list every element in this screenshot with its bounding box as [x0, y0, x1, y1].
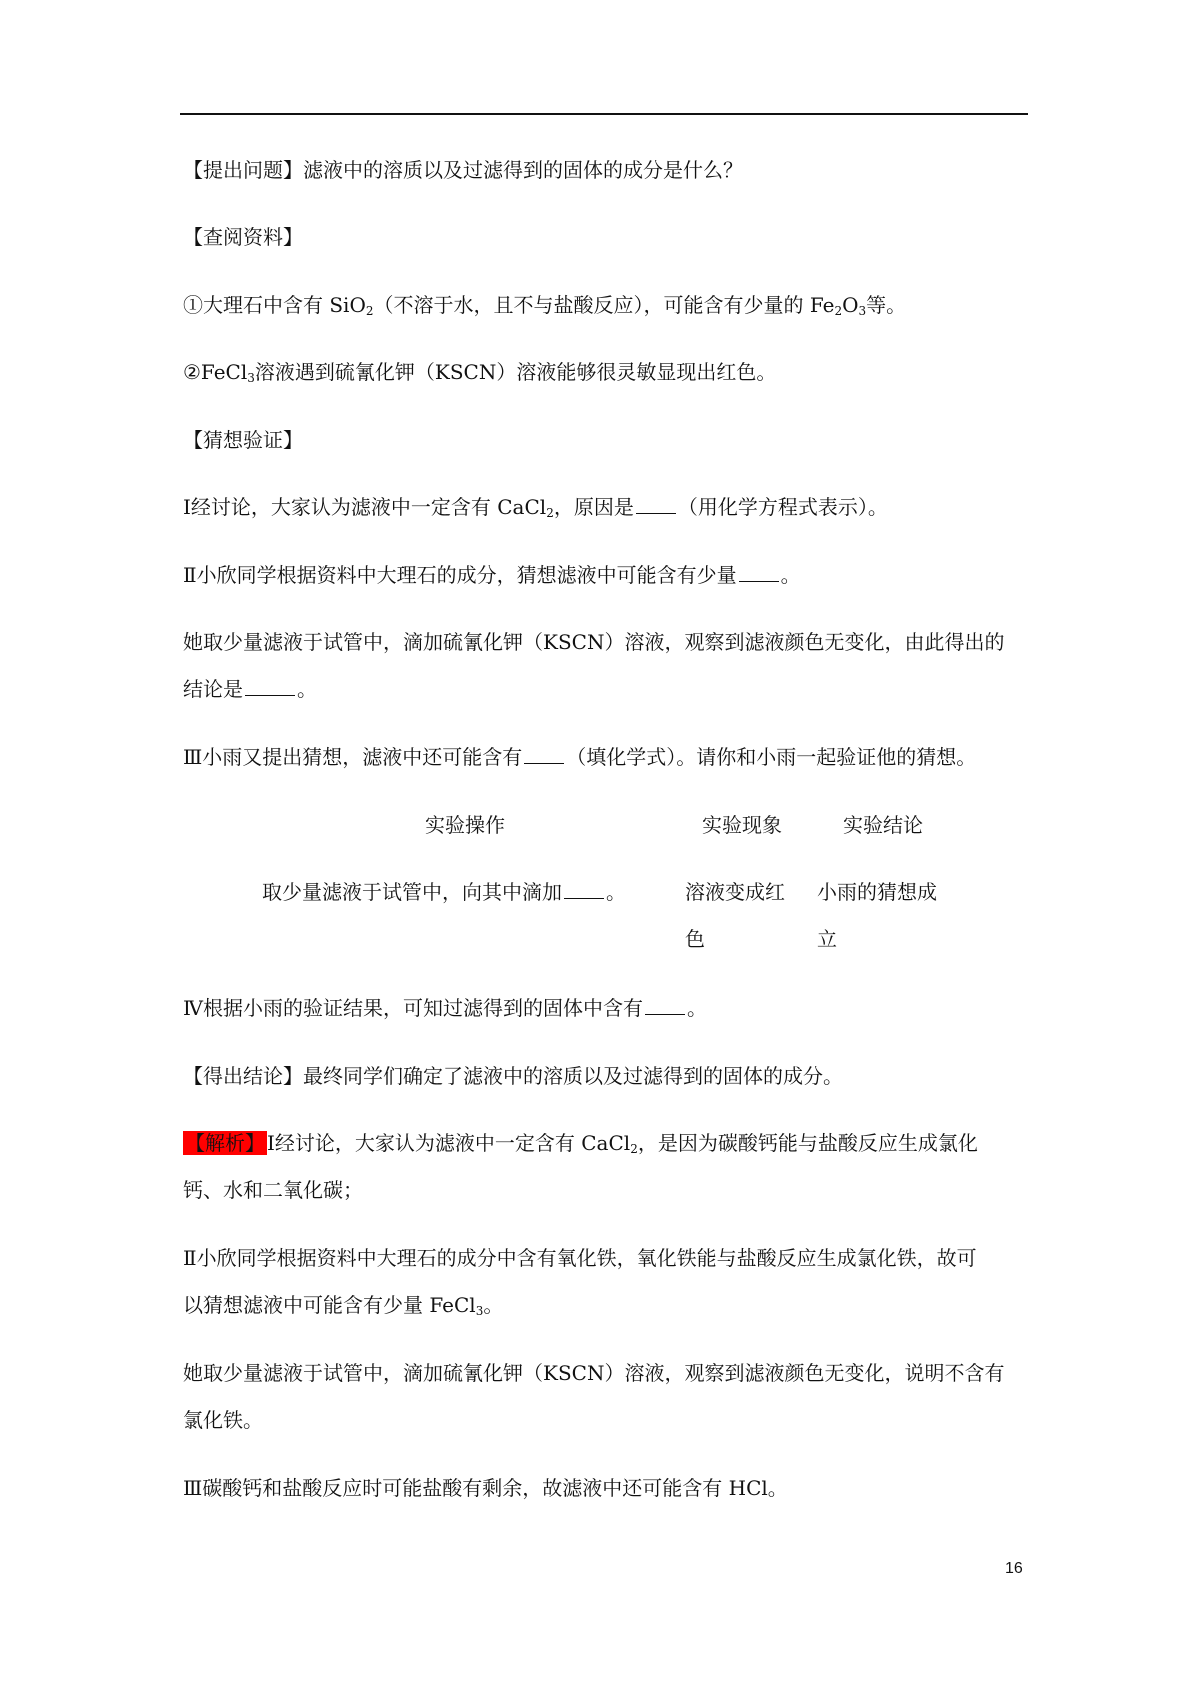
answer-blank[interactable]	[645, 996, 685, 1015]
answer-blank[interactable]	[636, 495, 676, 514]
answer-blank[interactable]	[245, 677, 295, 696]
reference-1: ①大理石中含有 SiO$_2$（不溶于水，且不与盐酸反应），可能含有少量的 $Fe_2O_3$等。	[183, 293, 907, 318]
table-cell-phenomenon-1: 溶液变成红	[685, 880, 785, 904]
answer-blank[interactable]	[524, 745, 564, 764]
question-line	[183, 158, 743, 182]
analysis-2-line2: 以猜想滤液中可能含有少量 FeCl$_3$。	[183, 1293, 504, 1318]
analysis-4: Ⅲ碳酸钙和盐酸反应时可能盐酸有剩余，故滤液中还可能含有 HCl。	[183, 1476, 788, 1500]
guess-3-line2: 结论是 。	[183, 677, 317, 701]
answer-blank[interactable]	[564, 880, 604, 899]
guess-4: Ⅲ小雨又提出猜想，滤液中还可能含有 （填化学式）。请你和小雨一起验证他的猜想。	[183, 745, 977, 769]
table-cell-phenomenon-2: 色	[685, 927, 705, 951]
section-tag: 【得出结论】	[183, 1064, 303, 1088]
guess-2: Ⅱ小欣同学根据资料中大理石的成分，猜想滤液中可能含有少量 。	[183, 563, 801, 587]
analysis-1-line1: 【解析】 Ⅰ经讨论，大家认为滤液中一定含有 CaCl$_2$，是因为碳酸钙能与盐酸反应生成氯化	[185, 1131, 978, 1156]
conclusion-line: 【得出结论】最终同学们确定了滤液中的溶质以及过滤得到的固体的成分。	[183, 1064, 843, 1088]
section-tag: 【提出问题】	[183, 158, 303, 182]
table-cell-conclusion-1: 小雨的猜想成	[817, 880, 937, 904]
section-tag-reference: 【查阅资料】	[183, 225, 303, 249]
answer-blank[interactable]	[739, 563, 779, 582]
table-header-phenomenon: 实验现象	[702, 813, 782, 837]
question-text: 滤液中的溶质以及过滤得到的固体的成分是什么？	[303, 158, 743, 182]
analysis-2-line1: Ⅱ小欣同学根据资料中大理石的成分中含有氧化铁，氧化铁能与盐酸反应生成氯化铁，故可	[183, 1246, 977, 1270]
page-number: 16	[1005, 1560, 1023, 1577]
analysis-tag: 【解析】	[185, 1131, 265, 1155]
reference-2: ②FeCl$_3$溶液遇到硫氰化钾（KSCN）溶液能够很灵敏显现出红色。	[183, 360, 777, 385]
table-header-operation: 实验操作	[425, 813, 505, 837]
analysis-3-line2: 氯化铁。	[183, 1408, 263, 1432]
guess-1: Ⅰ经讨论，大家认为滤液中一定含有 CaCl$_2$，原因是 （用化学方程式表示）。	[183, 495, 888, 520]
section-tag-guess: 【猜想验证】	[183, 428, 303, 452]
analysis-3-line1: 她取少量滤液于试管中，滴加硫氰化钾（KSCN）溶液，观察到滤液颜色无变化，说明不含有	[183, 1361, 1005, 1385]
guess-3-line1: 她取少量滤液于试管中，滴加硫氰化钾（KSCN）溶液，观察到滤液颜色无变化，由此得出的	[183, 630, 1005, 654]
header-rule	[180, 113, 1028, 115]
table-header-conclusion: 实验结论	[843, 813, 923, 837]
guess-5: Ⅳ根据小雨的验证结果，可知过滤得到的固体中含有 。	[183, 996, 707, 1020]
table-cell-operation: 取少量滤液于试管中，向其中滴加 。	[262, 880, 626, 904]
analysis-1-line2: 钙、水和二氧化碳；	[183, 1178, 363, 1202]
table-cell-conclusion-2: 立	[817, 927, 837, 951]
